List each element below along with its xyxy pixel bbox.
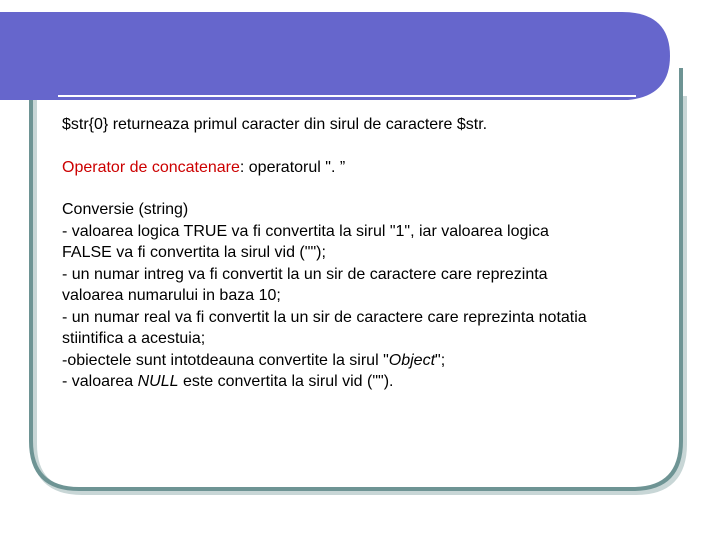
null-pre: - valoarea (62, 373, 138, 390)
conversion-line: - un numar intreg va fi convertit la un sir de caractere care reprezinta (62, 265, 548, 283)
conversion-section (62, 199, 662, 393)
object-post: "; (435, 351, 446, 369)
conversion-line: stiintifica a acestuia; (62, 330, 206, 347)
null-keyword: NULL (137, 373, 179, 390)
object-keyword: Object (388, 351, 436, 369)
slide-body (62, 114, 662, 393)
object-pre: -obiectele sunt intotdeauna convertite la sirul " (62, 351, 389, 369)
concat-operator-value: operatorul ". ” (248, 158, 346, 176)
conversion-line: FALSE va fi convertita la sirul vid (""); (62, 244, 326, 261)
conversion-line: - un numar real va fi convertit la un sir de caractere care reprezinta notatia (62, 308, 587, 326)
header-bar (0, 12, 670, 100)
line-str-index: $str{0} returneaza primul caracter din sirul de caractere $str. (62, 116, 488, 133)
concat-separator: : (239, 158, 249, 176)
conversion-line: valoarea numarului in baza 10; (62, 287, 281, 304)
line-concat-operator (62, 157, 662, 179)
header-divider (58, 95, 636, 97)
conversion-line-null (62, 371, 662, 393)
concat-operator-term: Operator de concatenare (62, 158, 240, 176)
conversion-heading: Conversie (string) (62, 201, 189, 218)
conversion-line-object (62, 350, 662, 372)
null-post: este convertita la sirul vid (""). (178, 373, 394, 390)
conversion-line: - valoarea logica TRUE va fi convertita la sirul "1", iar valoarea logica (62, 222, 549, 240)
